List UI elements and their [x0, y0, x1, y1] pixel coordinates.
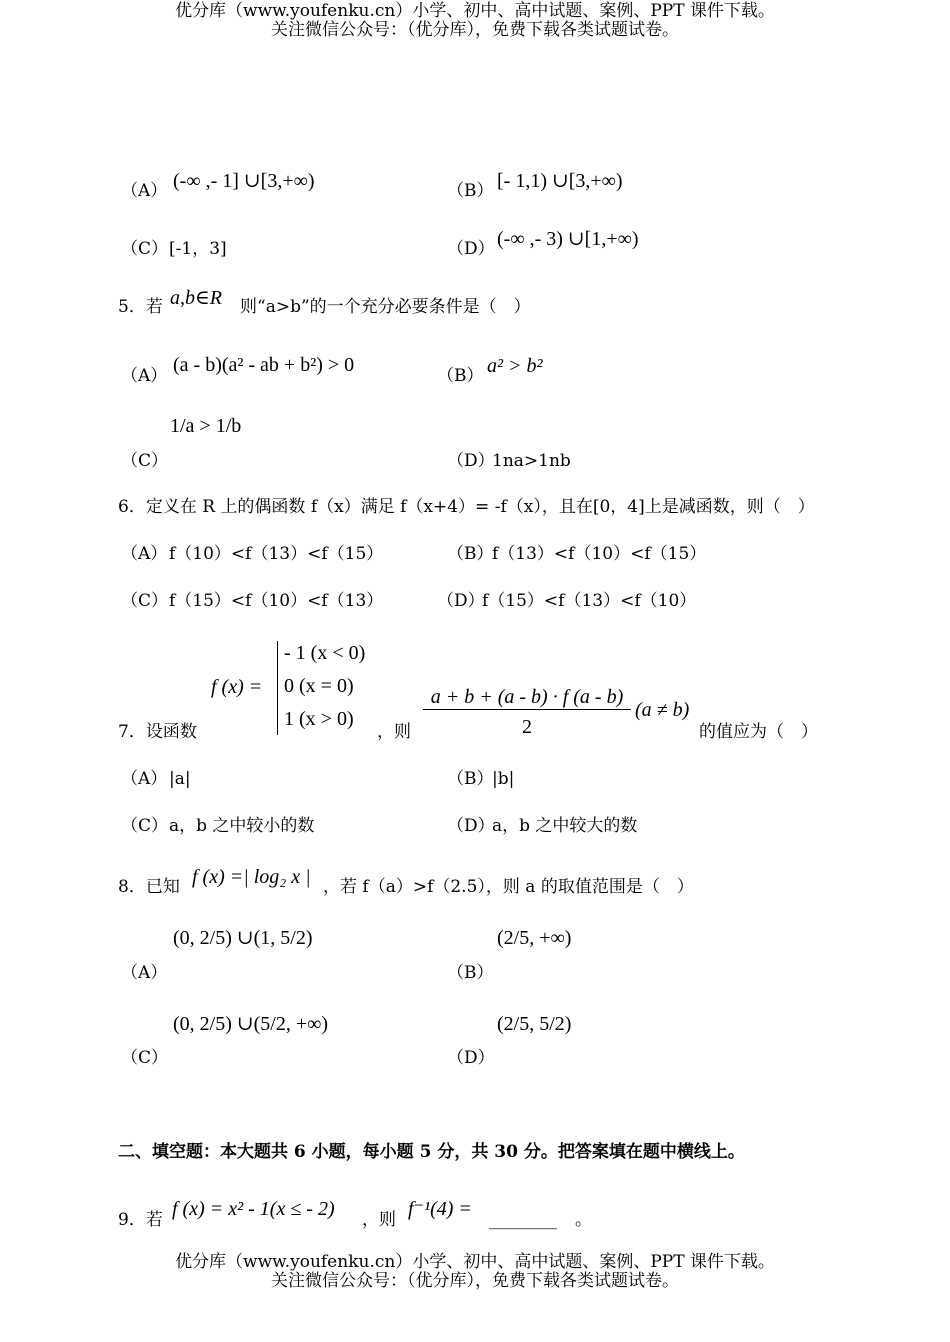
- q5-label-a: （A）: [121, 366, 168, 386]
- q7-option-d: a，b 之中较大的数: [492, 816, 638, 836]
- q4-option-a: (-∞ ,- 1] ∪[3,+∞): [173, 170, 315, 192]
- q8-function: f (x) =| log₂ x |: [192, 866, 311, 888]
- header-line-2: 关注微信公众号：（优分库），免费下载各类试题试卷。: [271, 20, 679, 40]
- q9-then: ，则: [362, 1210, 396, 1230]
- q9-number: 9．若: [118, 1210, 163, 1230]
- q5-label-c: （C）: [121, 451, 169, 471]
- q6-label-a: （A）: [121, 544, 168, 564]
- q8-option-b: (2/5, +∞): [497, 927, 572, 949]
- q8-label-b: （B）: [447, 963, 494, 983]
- footer-line-2: 关注微信公众号：（优分库），免费下载各类试题试卷。: [271, 1271, 679, 1291]
- q6-option-a: f（10）<f（13）<f（15）: [169, 544, 384, 564]
- q8-stem: ，若 f（a）>f（2.5），则 a 的取值范围是（ ）: [323, 877, 694, 897]
- q7-expression-condition: (a ≠ b): [635, 699, 690, 721]
- q8-number: 8．已知: [118, 877, 180, 897]
- q4-label-c: （C）: [121, 239, 169, 259]
- q4-label-d: （D）: [447, 239, 495, 259]
- q6-label-d: （D）: [437, 591, 485, 611]
- header-line-1: 优分库（www.youfenku.cn）小学、初中、高中试题、案例、PPT 课件下载。: [175, 1, 775, 21]
- q7-function-name: f (x) =: [211, 676, 263, 698]
- q6-stem: 6．定义在 R 上的偶函数 f（x）满足 f（x+4）= -f（x），且在[0，4]上是减函数，则（ ）: [118, 497, 815, 517]
- q7-piece-3: 1 (x > 0): [284, 708, 354, 730]
- q7-expression-numerator: a + b + (a - b) · f (a - b): [423, 685, 631, 710]
- q5-label-d: （D）: [447, 451, 495, 471]
- section-2-title: 二、填空题：本大题共 6 小题，每小题 5 分，共 30 分。把答案填在题中横线上。: [118, 1142, 745, 1162]
- q8-label-a: （A）: [121, 963, 168, 983]
- q9-expression: f⁻¹(4) =: [408, 1198, 472, 1220]
- q7-then: ，则: [377, 722, 411, 742]
- q7-label-a: （A）: [121, 769, 168, 789]
- q7-brace: [277, 641, 278, 735]
- q9-function: f (x) = x² - 1(x ≤ - 2): [172, 1198, 335, 1220]
- q7-label-d: （D）: [447, 816, 495, 836]
- q4-label-b: （B）: [447, 181, 494, 201]
- q8-label-d: （D）: [447, 1048, 495, 1068]
- q4-option-b: [- 1,1) ∪[3,+∞): [497, 170, 623, 192]
- q7-label-c: （C）: [121, 816, 169, 836]
- q7-expression-denominator: 2: [522, 716, 532, 738]
- q6-label-c: （C）: [121, 591, 169, 611]
- q4-option-c: [-1，3]: [169, 239, 227, 259]
- q8-option-a: (0, 2/5) ∪(1, 5/2): [173, 927, 313, 949]
- q8-option-d: (2/5, 5/2): [497, 1013, 572, 1035]
- q7-piece-1: - 1 (x < 0): [284, 642, 366, 664]
- q6-option-c: f（15）<f（10）<f（13）: [169, 591, 384, 611]
- q5-option-a: (a - b)(a² - ab + b²) > 0: [173, 354, 355, 376]
- q7-number: 7．设函数: [118, 722, 197, 742]
- q6-option-b: f（13）<f（10）<f（15）: [492, 544, 707, 564]
- q4-label-a: （A）: [121, 181, 168, 201]
- q5-stem: 则“a>b”的一个充分必要条件是（ ）: [240, 297, 531, 317]
- q4-option-d: (-∞ ,- 3) ∪[1,+∞): [497, 228, 639, 250]
- q5-label-b: （B）: [437, 366, 484, 386]
- q8-label-c: （C）: [121, 1048, 169, 1068]
- q6-option-d: f（15）<f（13）<f（10）: [482, 591, 697, 611]
- q6-label-b: （B）: [447, 544, 494, 564]
- q7-option-a: |a|: [169, 769, 191, 789]
- footer-line-1: 优分库（www.youfenku.cn）小学、初中、高中试题、案例、PPT 课件下载。: [175, 1252, 775, 1272]
- q5-option-b: a² > b²: [487, 355, 543, 377]
- q7-option-b: |b|: [492, 769, 515, 789]
- q5-option-c: 1/a > 1/b: [170, 415, 242, 437]
- q5-condition: a,b∈R: [170, 287, 223, 309]
- q9-blank[interactable]: ________: [489, 1210, 557, 1230]
- q7-label-b: （B）: [447, 769, 494, 789]
- q9-end: 。: [575, 1210, 592, 1230]
- q7-option-c: a，b 之中较小的数: [169, 816, 315, 836]
- q7-piece-2: 0 (x = 0): [284, 675, 354, 697]
- q5-number: 5．若: [118, 297, 163, 317]
- q7-tail: 的值应为（ ）: [699, 722, 818, 742]
- q8-option-c: (0, 2/5) ∪(5/2, +∞): [173, 1013, 329, 1035]
- q5-option-d: 1na>1nb: [492, 451, 571, 471]
